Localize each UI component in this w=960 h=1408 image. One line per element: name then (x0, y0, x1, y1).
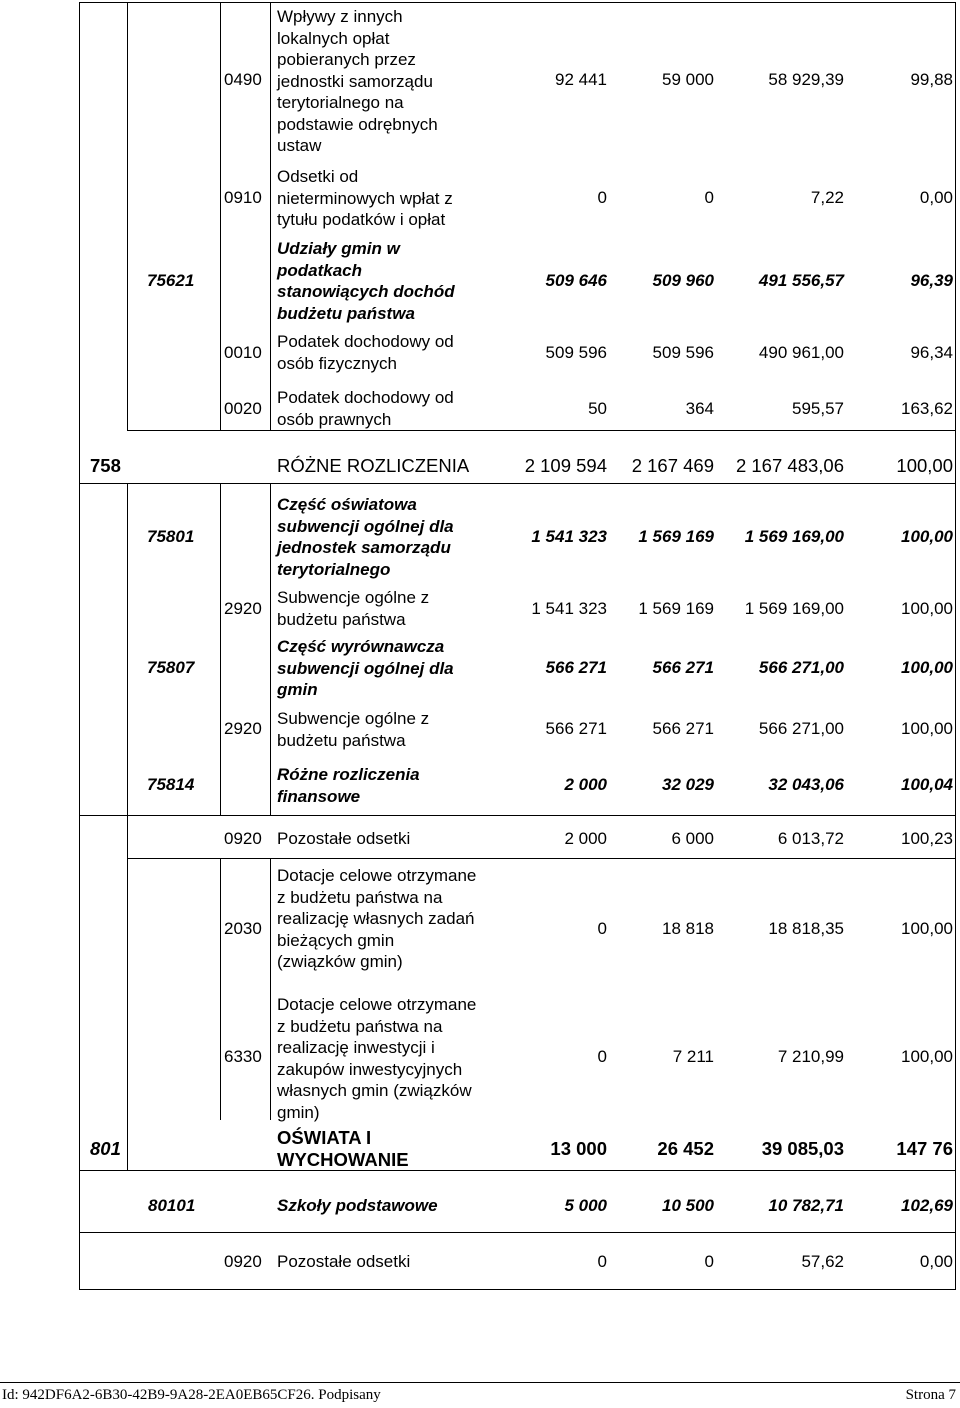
cell-wykonanie: 32 043,06 (768, 775, 844, 794)
cell-wykonanie: 57,62 (801, 1252, 844, 1271)
cell-plan-poczatkowy: 566 271 (545, 658, 607, 677)
row-name: Wpływy z innych lokalnych opłat pobieranych przez jednostki samorządu terytorialnego na podstawie odrębnych ustaw (277, 7, 438, 155)
row-name: Udziały gmin w podatkach stanowiących dochód budżetu państwa (277, 239, 455, 323)
cell-plan-po-zmianach: 509 960 (652, 271, 714, 290)
cell-plan-po-zmianach: 0 (704, 1252, 714, 1271)
cell-plan-poczatkowy: 0 (597, 1252, 607, 1271)
cell-plan-poczatkowy: 2 000 (564, 829, 607, 848)
cell-wykonanie: 566 271,00 (758, 719, 844, 738)
cell-wykonanie: 1 569 169,00 (744, 599, 844, 618)
cell-procent: 163,62 (901, 399, 953, 418)
cell-plan-poczatkowy: 5 000 (564, 1196, 607, 1215)
cell-procent: 0,00 (919, 188, 953, 207)
cell-procent: 100,00 (901, 527, 953, 546)
col-divider-paragraf (270, 858, 271, 1120)
footer-divider (0, 1382, 960, 1383)
row-name: Pozostałe odsetki (277, 1252, 411, 1271)
cell-wykonanie: 6 013,72 (777, 829, 844, 848)
rozdzial-code: 75621 (147, 271, 195, 290)
cell-plan-poczatkowy: 1 541 323 (531, 599, 607, 618)
cell-wykonanie: 58 929,39 (768, 70, 844, 89)
cell-procent: 100,00 (901, 658, 953, 677)
cell-plan-po-zmianach: 1 569 169 (638, 599, 714, 618)
row-name: OŚWIATA I WYCHOWANIE (277, 1127, 409, 1170)
cell-wykonanie: 595,57 (792, 399, 844, 418)
paragraf-code: 0920 (224, 829, 262, 848)
rozdzial-code: 80101 (148, 1196, 196, 1215)
cell-plan-po-zmianach: 364 (685, 399, 714, 418)
row-divider (79, 815, 956, 816)
cell-wykonanie: 7,22 (810, 188, 844, 207)
cell-plan-po-zmianach: 2 167 469 (631, 455, 714, 476)
cell-plan-po-zmianach: 6 000 (671, 829, 714, 848)
page-number: Strona 7 (905, 1387, 956, 1403)
cell-plan-poczatkowy: 509 596 (545, 343, 607, 362)
cell-wykonanie: 1 569 169,00 (744, 527, 844, 546)
cell-wykonanie: 2 167 483,06 (735, 455, 844, 476)
row-name: Dotacje celowe otrzymane z budżetu państwa na realizację inwestycji i zakupów inwestycyjnych własnych gmin (związków gmin) (277, 995, 477, 1122)
cell-plan-po-zmianach: 0 (704, 188, 714, 207)
rozdzial-code: 75801 (147, 527, 195, 546)
cell-plan-poczatkowy: 50 (588, 399, 607, 418)
cell-plan-poczatkowy: 2 000 (564, 775, 607, 794)
cell-wykonanie: 10 782,71 (768, 1196, 844, 1215)
cell-procent: 100,00 (901, 919, 953, 938)
dzial-code: 801 (90, 1138, 121, 1159)
row-name: Podatek dochodowy od osób fizycznych (277, 332, 454, 373)
row-name: Pozostałe odsetki (277, 829, 411, 848)
cell-plan-po-zmianach: 566 271 (652, 658, 714, 677)
row-name: Dotacje celowe otrzymane z budżetu państwa na realizację własnych zadań bieżących gmin (związków gmin) (277, 866, 477, 971)
paragraf-code: 0010 (224, 343, 262, 362)
cell-plan-poczatkowy: 2 109 594 (524, 455, 607, 476)
paragraf-code: 6330 (224, 1047, 262, 1066)
row-name: Odsetki od nieterminowych wpłat z tytułu podatków i opłat (277, 167, 453, 229)
col-divider-dzial (127, 483, 128, 1170)
cell-wykonanie: 566 271,00 (758, 658, 844, 677)
document-id: Id: 942DF6A2-6B30-42B9-9A28-2EA0EB65CF26. Podpisany (2, 1387, 381, 1403)
cell-wykonanie: 39 085,03 (761, 1138, 844, 1159)
cell-plan-po-zmianach: 32 029 (662, 775, 714, 794)
cell-procent: 100,00 (901, 599, 953, 618)
cell-procent: 96,39 (910, 271, 953, 290)
cell-procent: 100,23 (901, 829, 953, 848)
row-name: Podatek dochodowy od osób prawnych (277, 388, 454, 429)
cell-procent: 100,00 (901, 719, 953, 738)
cell-plan-po-zmianach: 1 569 169 (638, 527, 714, 546)
row-name: Część oświatowa subwencji ogólnej dla jednostek samorządu terytorialnego (277, 495, 454, 579)
row-divider (127, 858, 956, 859)
cell-plan-poczatkowy: 92 441 (555, 70, 607, 89)
cell-wykonanie: 491 556,57 (758, 271, 844, 290)
dzial-code: 758 (90, 455, 121, 476)
cell-procent: 96,34 (910, 343, 953, 362)
cell-plan-po-zmianach: 59 000 (662, 70, 714, 89)
cell-plan-po-zmianach: 18 818 (662, 919, 714, 938)
cell-plan-poczatkowy: 566 271 (545, 719, 607, 738)
cell-plan-poczatkowy: 0 (597, 188, 607, 207)
row-divider (127, 430, 956, 431)
cell-procent: 100,04 (901, 775, 953, 794)
cell-plan-poczatkowy: 509 646 (545, 271, 607, 290)
cell-plan-po-zmianach: 509 596 (652, 343, 714, 362)
paragraf-code: 2030 (224, 919, 262, 938)
cell-procent: 100,00 (901, 1047, 953, 1066)
paragraf-code: 2920 (224, 719, 262, 738)
row-name: Część wyrównawcza subwencji ogólnej dla gmin (277, 637, 454, 699)
cell-plan-poczatkowy: 0 (597, 1047, 607, 1066)
row-name: Szkoły podstawowe (277, 1196, 438, 1215)
cell-plan-po-zmianach: 10 500 (662, 1196, 714, 1215)
paragraf-code: 0490 (224, 70, 262, 89)
rozdzial-code: 75807 (147, 658, 195, 677)
cell-plan-po-zmianach: 7 211 (672, 1047, 714, 1066)
cell-procent: 0,00 (919, 1252, 953, 1271)
cell-procent: 102,69 (901, 1196, 953, 1215)
paragraf-code: 0910 (224, 188, 262, 207)
cell-plan-poczatkowy: 0 (597, 919, 607, 938)
row-name: Subwencje ogólne z budżetu państwa (277, 709, 430, 750)
row-divider (79, 483, 956, 484)
col-divider-paragraf (270, 2, 271, 430)
cell-wykonanie: 18 818,35 (768, 919, 844, 938)
paragraf-code: 0020 (224, 399, 262, 418)
col-divider-rozdzial (220, 2, 221, 430)
cell-plan-po-zmianach: 566 271 (652, 719, 714, 738)
cell-procent: 147 76 (896, 1138, 953, 1159)
row-divider (79, 1232, 956, 1233)
paragraf-code: 0920 (224, 1252, 262, 1271)
col-divider-paragraf (270, 483, 271, 815)
cell-plan-poczatkowy: 1 541 323 (531, 527, 607, 546)
cell-procent: 99,88 (910, 70, 953, 89)
cell-procent: 100,00 (896, 455, 953, 476)
col-divider-rozdzial (220, 858, 221, 1120)
row-name: Różne rozliczenia finansowe (277, 765, 420, 806)
col-divider-rozdzial (220, 483, 221, 815)
cell-plan-poczatkowy: 13 000 (550, 1138, 607, 1159)
row-name: RÓŻNE ROZLICZENIA (277, 455, 470, 476)
paragraf-code: 2920 (224, 599, 262, 618)
cell-plan-po-zmianach: 26 452 (657, 1138, 714, 1159)
col-divider-dzial (127, 2, 128, 430)
row-name: Subwencje ogólne z budżetu państwa (277, 588, 430, 629)
rozdzial-code: 75814 (147, 775, 195, 794)
row-divider (79, 1170, 956, 1171)
cell-wykonanie: 7 210,99 (777, 1047, 844, 1066)
cell-wykonanie: 490 961,00 (758, 343, 844, 362)
